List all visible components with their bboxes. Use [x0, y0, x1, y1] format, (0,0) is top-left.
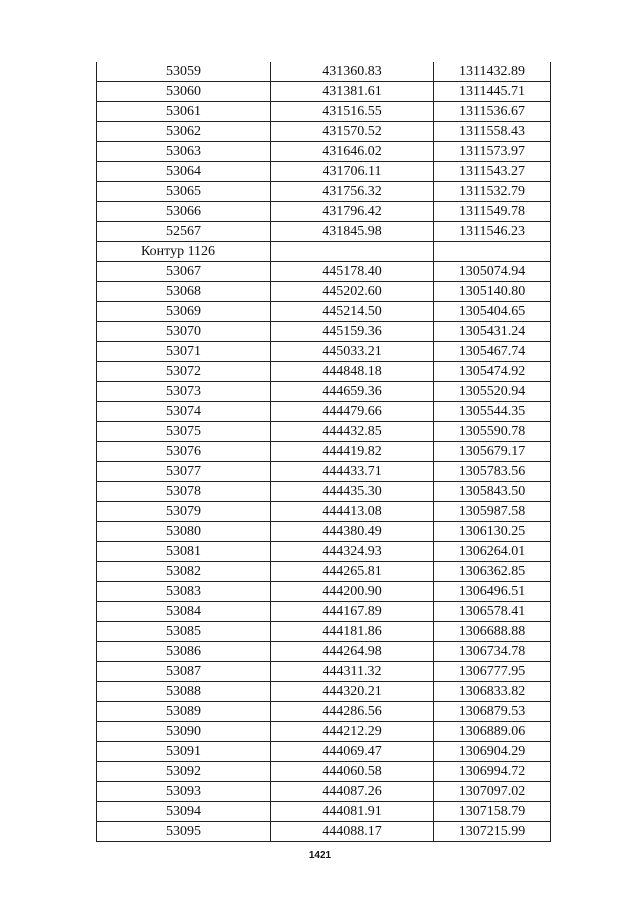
table-row	[97, 802, 551, 822]
x-coordinate-cell: 444320.21	[271, 682, 434, 702]
x-coordinate-cell: 431516.55	[271, 102, 434, 122]
point-id-cell: 53075	[97, 422, 271, 442]
table-row	[97, 662, 551, 682]
point-id-cell: 53080	[97, 522, 271, 542]
y-coordinate-cell: 1307215.99	[434, 822, 551, 842]
x-coordinate-cell: 431706.11	[271, 162, 434, 182]
x-coordinate-cell: 444380.49	[271, 522, 434, 542]
table-row	[97, 62, 551, 82]
x-coordinate-cell: 445202.60	[271, 282, 434, 302]
table-row	[97, 622, 551, 642]
x-coordinate-cell: 444088.17	[271, 822, 434, 842]
point-id-cell: 53073	[97, 382, 271, 402]
point-id-cell: 53059	[97, 62, 271, 82]
point-id-cell: 53061	[97, 102, 271, 122]
x-coordinate-cell: 444264.98	[271, 642, 434, 662]
table-row	[97, 542, 551, 562]
point-id-cell: 53077	[97, 462, 271, 482]
table-row	[97, 202, 551, 222]
point-id-cell: 53076	[97, 442, 271, 462]
table-row	[97, 82, 551, 102]
y-coordinate-cell: 1311573.97	[434, 142, 551, 162]
x-coordinate-cell: 431845.98	[271, 222, 434, 242]
y-coordinate-cell: 1306904.29	[434, 742, 551, 762]
table-row	[97, 602, 551, 622]
y-coordinate-cell: 1306130.25	[434, 522, 551, 542]
y-coordinate-cell: 1311532.79	[434, 182, 551, 202]
y-coordinate-cell: 1306879.53	[434, 702, 551, 722]
table-row	[97, 742, 551, 762]
point-id-cell: 53067	[97, 262, 271, 282]
point-id-cell: 53086	[97, 642, 271, 662]
x-coordinate-cell: 444087.26	[271, 782, 434, 802]
table-row	[97, 302, 551, 322]
y-coordinate-cell: 1305520.94	[434, 382, 551, 402]
point-id-cell: 53063	[97, 142, 271, 162]
x-coordinate-cell: 444200.90	[271, 582, 434, 602]
y-coordinate-cell: 1305544.35	[434, 402, 551, 422]
x-coordinate-cell: 444181.86	[271, 622, 434, 642]
table-row	[97, 222, 551, 242]
table-row	[97, 442, 551, 462]
point-id-cell: 53071	[97, 342, 271, 362]
table-row	[97, 382, 551, 402]
x-coordinate-cell: 444479.66	[271, 402, 434, 422]
y-coordinate-cell: 1311536.67	[434, 102, 551, 122]
section-label: Контур 1126	[97, 242, 271, 262]
y-coordinate-cell: 1306734.78	[434, 642, 551, 662]
x-coordinate-cell: 431796.42	[271, 202, 434, 222]
point-id-cell: 53089	[97, 702, 271, 722]
point-id-cell: 53093	[97, 782, 271, 802]
x-coordinate-cell: 444081.91	[271, 802, 434, 822]
y-coordinate-cell: 1306889.06	[434, 722, 551, 742]
point-id-cell: 53064	[97, 162, 271, 182]
coordinates-table	[96, 62, 551, 842]
point-id-cell: 53082	[97, 562, 271, 582]
point-id-cell: 53088	[97, 682, 271, 702]
x-coordinate-cell: 444286.56	[271, 702, 434, 722]
section-row	[97, 242, 551, 262]
point-id-cell: 53068	[97, 282, 271, 302]
section-empty-x	[271, 242, 434, 262]
point-id-cell: 53074	[97, 402, 271, 422]
x-coordinate-cell: 445159.36	[271, 322, 434, 342]
y-coordinate-cell: 1305467.74	[434, 342, 551, 362]
x-coordinate-cell: 431646.02	[271, 142, 434, 162]
y-coordinate-cell: 1311445.71	[434, 82, 551, 102]
table-row	[97, 422, 551, 442]
point-id-cell: 53090	[97, 722, 271, 742]
y-coordinate-cell: 1306264.01	[434, 542, 551, 562]
x-coordinate-cell: 444435.30	[271, 482, 434, 502]
x-coordinate-cell: 444069.47	[271, 742, 434, 762]
y-coordinate-cell: 1311432.89	[434, 62, 551, 82]
point-id-cell: 53072	[97, 362, 271, 382]
table-row	[97, 522, 551, 542]
y-coordinate-cell: 1305140.80	[434, 282, 551, 302]
x-coordinate-cell: 444060.58	[271, 762, 434, 782]
point-id-cell: 53060	[97, 82, 271, 102]
table-row	[97, 162, 551, 182]
y-coordinate-cell: 1306833.82	[434, 682, 551, 702]
y-coordinate-cell: 1305679.17	[434, 442, 551, 462]
y-coordinate-cell: 1305987.58	[434, 502, 551, 522]
y-coordinate-cell: 1305783.56	[434, 462, 551, 482]
x-coordinate-cell: 444848.18	[271, 362, 434, 382]
table-row	[97, 262, 551, 282]
table-row	[97, 642, 551, 662]
table-row	[97, 282, 551, 302]
x-coordinate-cell: 431381.61	[271, 82, 434, 102]
table-row	[97, 142, 551, 162]
x-coordinate-cell: 431570.52	[271, 122, 434, 142]
x-coordinate-cell: 431756.32	[271, 182, 434, 202]
point-id-cell: 53070	[97, 322, 271, 342]
y-coordinate-cell: 1311546.23	[434, 222, 551, 242]
table-row	[97, 682, 551, 702]
y-coordinate-cell: 1306994.72	[434, 762, 551, 782]
y-coordinate-cell: 1306496.51	[434, 582, 551, 602]
point-id-cell: 53092	[97, 762, 271, 782]
table-row	[97, 402, 551, 422]
x-coordinate-cell: 445033.21	[271, 342, 434, 362]
x-coordinate-cell: 444432.85	[271, 422, 434, 442]
x-coordinate-cell: 444167.89	[271, 602, 434, 622]
point-id-cell: 53062	[97, 122, 271, 142]
x-coordinate-cell: 444419.82	[271, 442, 434, 462]
x-coordinate-cell: 431360.83	[271, 62, 434, 82]
table-row	[97, 482, 551, 502]
x-coordinate-cell: 444212.29	[271, 722, 434, 742]
point-id-cell: 53094	[97, 802, 271, 822]
table-row	[97, 362, 551, 382]
x-coordinate-cell: 445178.40	[271, 262, 434, 282]
table-row	[97, 322, 551, 342]
point-id-cell: 53079	[97, 502, 271, 522]
y-coordinate-cell: 1307158.79	[434, 802, 551, 822]
point-id-cell: 53091	[97, 742, 271, 762]
point-id-cell: 53066	[97, 202, 271, 222]
y-coordinate-cell: 1311558.43	[434, 122, 551, 142]
point-id-cell: 52567	[97, 222, 271, 242]
page-number: 1421	[308, 850, 332, 861]
table-row	[97, 102, 551, 122]
point-id-cell: 53085	[97, 622, 271, 642]
y-coordinate-cell: 1306362.85	[434, 562, 551, 582]
table-row	[97, 342, 551, 362]
table-row	[97, 762, 551, 782]
y-coordinate-cell: 1311549.78	[434, 202, 551, 222]
coordinates-table-body	[97, 62, 551, 842]
point-id-cell: 53095	[97, 822, 271, 842]
y-coordinate-cell: 1305074.94	[434, 262, 551, 282]
point-id-cell: 53081	[97, 542, 271, 562]
y-coordinate-cell: 1306777.95	[434, 662, 551, 682]
x-coordinate-cell: 445214.50	[271, 302, 434, 322]
table-row	[97, 562, 551, 582]
y-coordinate-cell: 1305431.24	[434, 322, 551, 342]
point-id-cell: 53065	[97, 182, 271, 202]
point-id-cell: 53078	[97, 482, 271, 502]
y-coordinate-cell: 1306578.41	[434, 602, 551, 622]
table-row	[97, 822, 551, 842]
y-coordinate-cell: 1307097.02	[434, 782, 551, 802]
x-coordinate-cell: 444311.32	[271, 662, 434, 682]
y-coordinate-cell: 1305843.50	[434, 482, 551, 502]
table-row	[97, 722, 551, 742]
y-coordinate-cell: 1311543.27	[434, 162, 551, 182]
x-coordinate-cell: 444433.71	[271, 462, 434, 482]
section-empty-y	[434, 242, 551, 262]
x-coordinate-cell: 444659.36	[271, 382, 434, 402]
point-id-cell: 53083	[97, 582, 271, 602]
point-id-cell: 53087	[97, 662, 271, 682]
y-coordinate-cell: 1306688.88	[434, 622, 551, 642]
coordinates-sheet	[96, 62, 550, 842]
table-row	[97, 462, 551, 482]
table-row	[97, 502, 551, 522]
x-coordinate-cell: 444324.93	[271, 542, 434, 562]
table-row	[97, 702, 551, 722]
x-coordinate-cell: 444265.81	[271, 562, 434, 582]
y-coordinate-cell: 1305404.65	[434, 302, 551, 322]
x-coordinate-cell: 444413.08	[271, 502, 434, 522]
table-row	[97, 582, 551, 602]
y-coordinate-cell: 1305474.92	[434, 362, 551, 382]
y-coordinate-cell: 1305590.78	[434, 422, 551, 442]
point-id-cell: 53069	[97, 302, 271, 322]
table-row	[97, 122, 551, 142]
table-row	[97, 782, 551, 802]
table-row	[97, 182, 551, 202]
point-id-cell: 53084	[97, 602, 271, 622]
